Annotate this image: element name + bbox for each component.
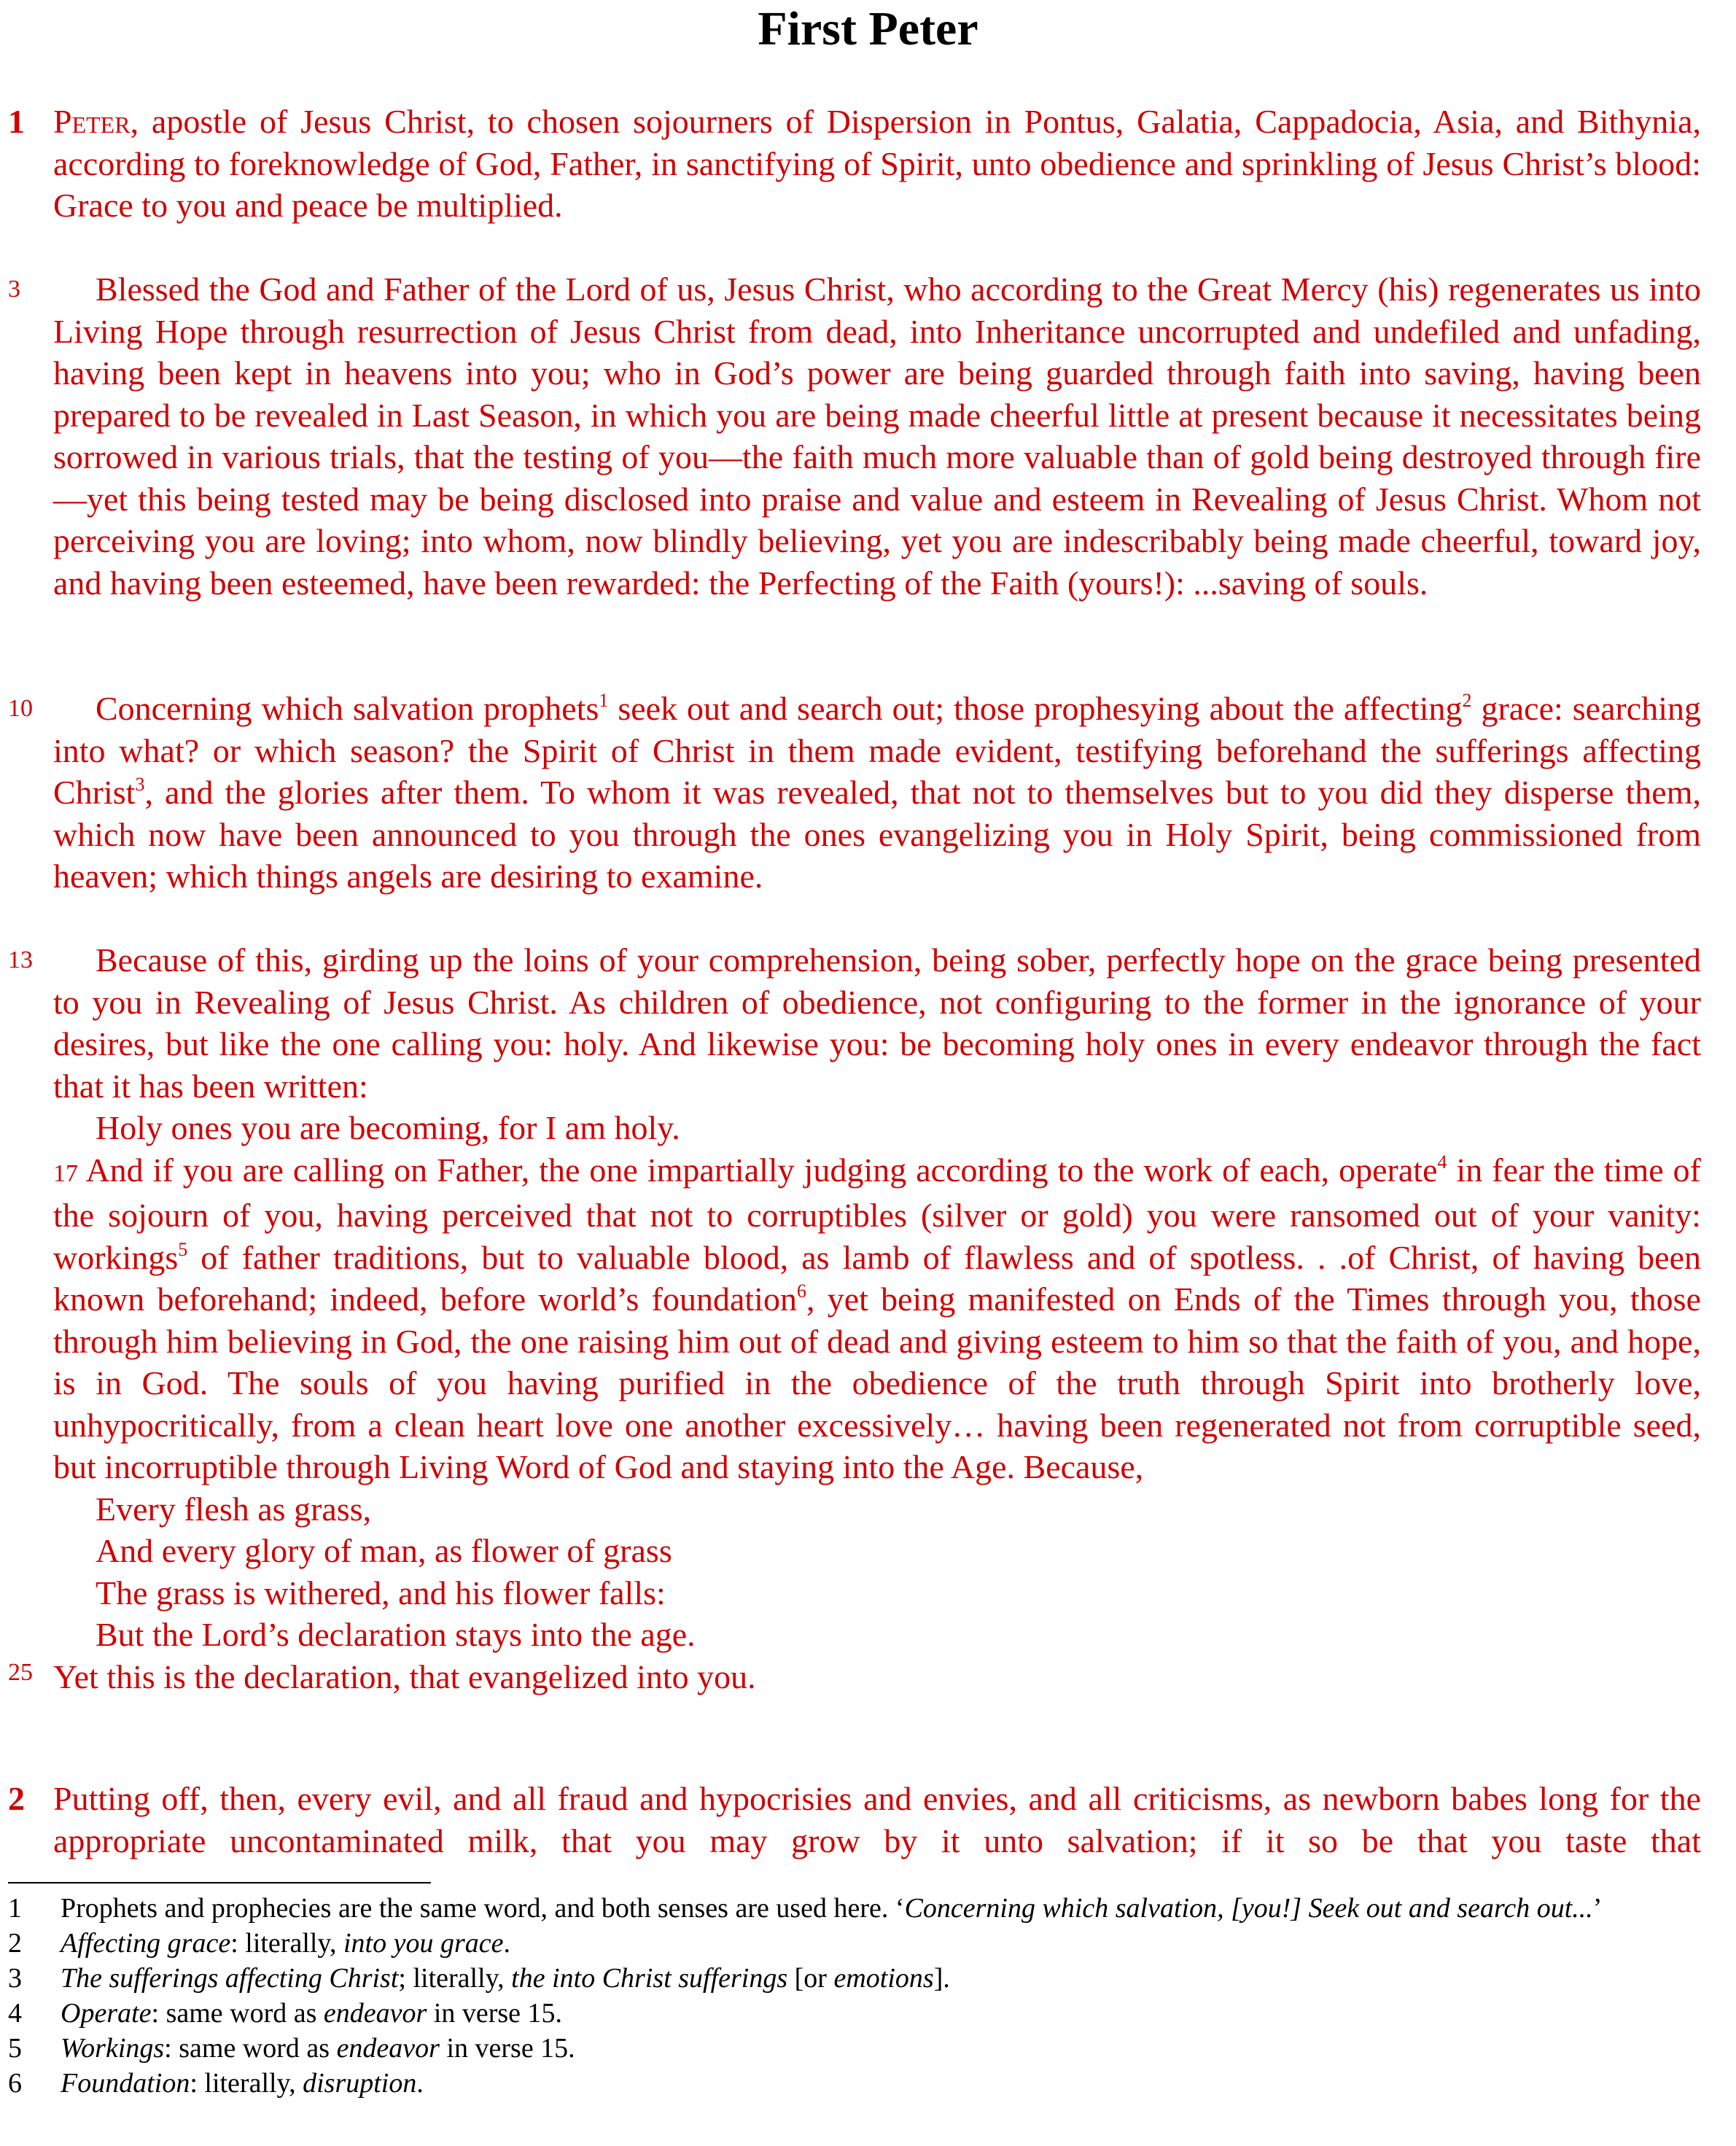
footnote-text: : same word as (164, 2033, 337, 2064)
poem-line-3: The grass is withered, and his flower falls: (96, 1574, 666, 1612)
chapter-number-1: 1 (8, 103, 25, 140)
footnote-text: ; literally, (398, 1963, 512, 1994)
verse-number-25: 25 (8, 1659, 33, 1686)
footnote-number: 3 (8, 1963, 22, 1994)
footnote-ref-3[interactable]: 3 (135, 774, 145, 795)
footnote-6 (8, 2066, 1685, 2101)
footnote-number: 1 (8, 1893, 22, 1924)
footnote-tail: in verse 15. (427, 1998, 563, 2029)
quotation: Holy ones you are becoming, for I am holy. (96, 1109, 680, 1146)
after-poem-line: Yet this is the declaration, that evangelized into you. (53, 1657, 756, 1695)
paragraph-4 (53, 939, 1701, 1698)
footnote-text: Prophets and prophecies are the same word, and both senses are used here. ‘ (61, 1893, 905, 1924)
footnote-term: The sufferings affecting Christ (61, 1963, 399, 1994)
footnote-3 (8, 1961, 1685, 1996)
poem-line-4: But the Lord’s declaration stays into the age. (96, 1616, 696, 1653)
paragraph-5-text-a: And if you are calling on Father, the one impartially judging according to the work of each, operate (78, 1151, 1438, 1189)
paragraph-5-text-d: , yet being manifested on Ends of the Times through you, those through him believing in God, the one raising him out of dead and giving esteem to him so that the faith of you, and hope, is in God. The souls of you having purified in the obedience of the truth through Spirit into brotherly love, unhypocritically, from a clean heart love one another excessively… having been regenerated not from corruptible seed, but incorruptible through Living Word of God and staying into the Age. Because, (53, 1280, 1701, 1485)
page-title: First Peter (758, 2, 978, 55)
verse-number-17: 17 (53, 1159, 78, 1187)
paragraph-1 (53, 101, 1701, 227)
footnote-tail: in verse 15. (439, 2033, 575, 2064)
chapter-2-text: Putting off, then, every evil, and all fraud and hypocrisies and envies, and all criticisms, as newborn babes long for the appropriate uncontaminated milk, that you may grow by it unto salvation; if it so be that you taste that (53, 1780, 1701, 1859)
paragraph-3 (53, 688, 1701, 898)
footnote-divider (8, 1882, 431, 1883)
paragraph-4-text: Because of this, girding up the loins of your comprehension, being sober, perfectly hope on the grace being presented to you in Revealing of Jesus Christ. As children of obedience, not configuring to the former in the ignorance of your desires, but like the one calling you: holy. And likewise you: be becoming holy ones in every endeavor through the fact that it has been written: (53, 941, 1701, 1105)
poem-line-1: Every flesh as grass, (96, 1490, 372, 1528)
footnote-number: 5 (8, 2033, 22, 2064)
paragraph-2 (53, 268, 1701, 604)
footnote-ref-6[interactable]: 6 (796, 1280, 806, 1302)
footnote-italic: into you grace (343, 1928, 504, 1959)
verse-number-13: 13 (8, 946, 33, 973)
footnote-tail-2: ]. (933, 1963, 950, 1994)
footnote-ref-4[interactable]: 4 (1437, 1151, 1447, 1173)
footnote-italic-2: emotions (833, 1963, 934, 1994)
footnote-term: Workings (61, 2033, 165, 2064)
footnote-5 (8, 2031, 1685, 2066)
footnote-text: : literally, (230, 1928, 343, 1959)
verse-number-3: 3 (8, 276, 20, 303)
footnote-text: : literally, (190, 2068, 303, 2099)
footnote-number: 6 (8, 2068, 22, 2099)
verse-number-10: 10 (8, 695, 33, 722)
footnote-italic: the into Christ sufferings (511, 1963, 788, 1994)
footnote-italic: endeavor (336, 2033, 440, 2064)
footnote-1 (8, 1891, 1685, 1926)
footnote-2 (8, 1926, 1685, 1961)
footnote-tail: . (416, 2068, 424, 2099)
footnote-term: Affecting grace (61, 1928, 231, 1959)
footnote-text: : same word as (151, 1998, 324, 2029)
paragraph-5-text-b: in fear the time of the sojourn of you, having perceived that not to corruptibles (silver or gold) you were ransomed out of your vanity: workings (53, 1151, 1702, 1276)
paragraph-3-text-a: Concerning which salvation prophets (96, 690, 599, 727)
footnote-tail: ’ (1592, 1893, 1603, 1924)
footnote-italic: Concerning which salvation, [you!] Seek out and search out... (904, 1893, 1593, 1924)
footnote-4 (8, 1996, 1685, 2031)
footnote-ref-5[interactable]: 5 (178, 1238, 188, 1260)
chapter-number-2: 2 (8, 1780, 25, 1817)
footnotes (8, 1891, 1685, 2101)
footnote-term: Operate (61, 1998, 152, 2029)
paragraph-5-text-c: of father traditions, but to valuable blood, as lamb of flawless and of spotless. . .of Christ, of having been known beforehand; indeed, before world’s foundation (53, 1238, 1701, 1318)
poem-line-2: And every glory of man, as flower of grass (96, 1532, 672, 1569)
apostle-name: Peter (53, 103, 131, 140)
footnote-italic: disruption (303, 2068, 417, 2099)
paragraph-3-text-d: , and the glories after them. To whom it was revealed, that not to themselves but to you did they disperse them, which now have been announced to you through the ones evangelizing you in Holy Spirit, being commissioned from heaven; which things angels are desiring to examine. (53, 774, 1701, 895)
footnote-term: Foundation (61, 2068, 190, 2099)
footnote-tail: [or (787, 1963, 834, 1994)
paragraph-3-text-b: seek out and search out; those prophesying about the affecting (608, 690, 1463, 727)
footnote-number: 2 (8, 1928, 22, 1959)
footnote-tail: . (503, 1928, 510, 1959)
footnote-ref-1[interactable]: 1 (599, 690, 609, 711)
paragraph-1-text: , apostle of Jesus Christ, to chosen sojourners of Dispersion in Pontus, Galatia, Cappadocia, Asia, and Bithynia, according to foreknowledge of God, Father, in sanctifying of Spirit, unto obedience and sprinkling of Jesus Christ’s blood: Grace to you and peace be multiplied. (53, 103, 1701, 224)
footnote-italic: endeavor (323, 1998, 427, 2029)
footnote-number: 4 (8, 1998, 22, 2029)
paragraph-chapter-2 (53, 1778, 1701, 1862)
paragraph-2-text: Blessed the God and Father of the Lord of us, Jesus Christ, who according to the Great Mercy (his) regenerates us into Living Hope through resurrection of Jesus Christ from dead, into Inheritance uncorrupted and undefiled and unfading, having been kept in heavens into you; who in God’s power are being guarded through faith into saving, having been prepared to be revealed in Last Season, in which you are being made cheerful little at present because it necessitates being sorrowed in various trials, that the testing of you—the faith much more valuable than of gold being destroyed through fire—yet this being tested may be being disclosed into praise and value and esteem in Revealing of Jesus Christ. Whom not perceiving you are loving; into whom, now blindly believing, yet you are indescribably being made cheerful, toward joy, and having been esteemed, have been rewarded: the Perfecting of the Faith (yours!): ...saving of souls. (53, 271, 1701, 602)
paragraph-3-text-c: grace: searching into what? or which season? the Spirit of Christ in them made evident, testifying beforehand the sufferings affecting Christ (53, 690, 1701, 811)
footnote-ref-2[interactable]: 2 (1462, 690, 1472, 711)
